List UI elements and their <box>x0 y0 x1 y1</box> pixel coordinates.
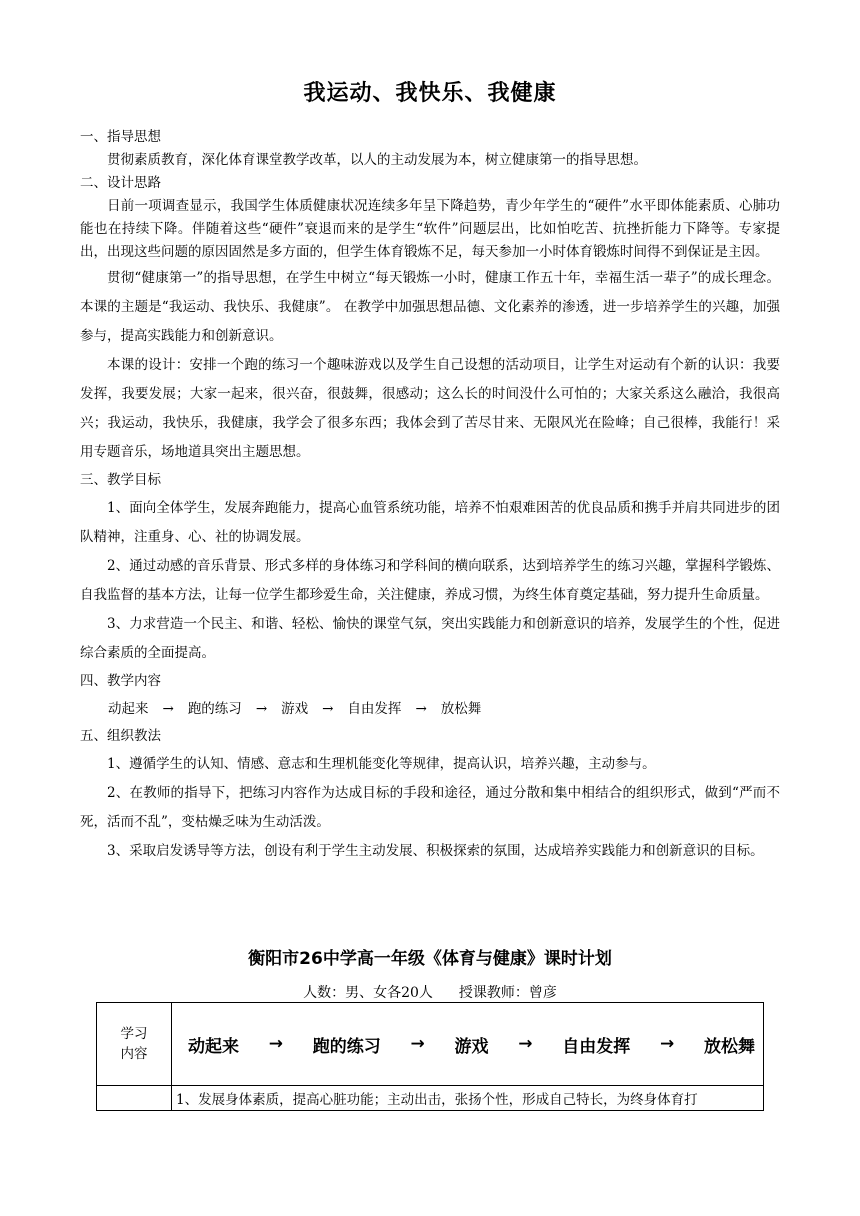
lesson-plan-info <box>0 982 860 1002</box>
paragraph: 2、通过动感的音乐背景、形式多样的身体练习和学科间的横向联系，达到培养学生的练习兴趣，掌握科学锻炼、自我监督的基本方法，让每一位学生都珍爱生命，关注健康，养成习惯，为终生体育奠定基础，努力提升生命质量。 <box>80 558 780 603</box>
arrow-right-icon: → <box>162 701 174 717</box>
flow-step: 动起来 <box>188 1036 239 1057</box>
flow-step: 游戏 <box>454 1036 489 1057</box>
flow-step: 动起来 <box>108 701 149 717</box>
flow-step: 跑的练习 <box>187 701 242 717</box>
flow-step: 跑的练习 <box>312 1036 381 1057</box>
flow-step: 放松舞 <box>704 1036 755 1057</box>
table-flow-cell <box>172 1003 764 1086</box>
paragraph: 贯彻“健康第一”的指导思想，在学生中树立“每天锻炼一小时，健康工作五十年，幸福生活一辈子”的成长理念。本课的主题是“我运动、我快乐、我健康”。 在教学中加强思想品德、文化素养的渗透，进一步培养学生的兴趣，加强参与，提高实践能力和创新意识。 <box>80 270 780 344</box>
flow-step: 游戏 <box>281 701 309 717</box>
paragraph: 贯彻素质教育，深化体育课堂教学改革，以人的主动发展为本，树立健康第一的指导思想。 <box>107 152 647 168</box>
table-cell-text: 1、发展身体素质，提高心脏功能；主动出击，张扬个性，形成自己特长，为终身体育打 <box>172 1086 764 1111</box>
section-heading-methods: 五、组织教法 <box>80 728 161 744</box>
lesson-plan-title: 衡阳市26中学高一年级《体育与健康》课时计划 <box>248 949 612 969</box>
section-heading-design: 二、设计思路 <box>80 175 161 191</box>
flow-step: 自由发挥 <box>347 701 402 717</box>
table-cell-empty <box>97 1086 172 1111</box>
section-heading-objectives: 三、教学目标 <box>80 472 161 488</box>
arrow-right-icon: → <box>268 1034 283 1054</box>
paragraph: 3、采取启发诱导等方法，创设有利于学生主动发展、积极探索的氛围，达成培养实践能力和创新意识的目标。 <box>107 843 764 859</box>
content-flow <box>80 695 780 723</box>
student-count: 人数：男、女各20人 <box>303 985 433 1001</box>
label-line: 学习 <box>120 1026 148 1042</box>
document-title: 我运动、我快乐、我健康 <box>303 81 557 106</box>
arrow-right-icon: → <box>415 701 427 717</box>
arrow-right-icon: → <box>255 701 268 717</box>
section-heading-content: 四、教学内容 <box>80 673 161 689</box>
table-row <box>97 1003 764 1086</box>
flow-step: 放松舞 <box>440 701 482 717</box>
section-heading-guiding-idea: 一、指导思想 <box>80 129 161 145</box>
flow-step: 自由发挥 <box>562 1036 631 1057</box>
paragraph: 2、在教师的指导下，把练习内容作为达成目标的手段和途径，通过分散和集中相结合的组织形式，做到“严而不死，活而不乱”，变枯燥乏味为生动活泼。 <box>80 785 780 830</box>
paragraph: 3、力求营造一个民主、和谐、轻松、愉快的课堂气氛，突出实践能力和创新意识的培养，发展学生的个性，促进综合素质的全面提高。 <box>80 616 780 661</box>
lesson-plan-table <box>96 1002 764 1111</box>
paragraph: 日前一项调查显示，我国学生体质健康状况连续多年呈下降趋势，青少年学生的“硬件”水平即体能素质、心肺功能也在持续下降。伴随着这些“硬件”衰退而来的是学生“软件”问题层出，比如怕吃苦、抗挫折能力下降等。专家提出，出现这些问题的原因固然是多方面的，但学生体育锻炼不足，每天参加一小时体育锻炼时间得不到保证是主因。 <box>80 198 780 260</box>
arrow-right-icon: → <box>322 701 334 717</box>
table-row <box>97 1086 764 1111</box>
teacher-name: 授课教师：曾彦 <box>458 985 557 1001</box>
arrow-right-icon: → <box>518 1034 533 1054</box>
table-label-cell <box>97 1003 172 1086</box>
document-body <box>80 126 780 866</box>
paragraph: 1、面向全体学生，发展奔跑能力，提高心血管系统功能，培养不怕艰难困苦的优良品质和携手并肩共同进步的团队精神，注重身、心、社的协调发展。 <box>80 500 780 545</box>
label-line: 内容 <box>120 1046 148 1062</box>
arrow-right-icon: → <box>410 1034 425 1054</box>
paragraph: 本课的设计：安排一个跑的练习一个趣味游戏以及学生自己设想的活动项目，让学生对运动有个新的认识：我要发挥，我要发展；大家一起来，很兴奋，很鼓舞，很感动；这么长的时间没什么可怕的；大家关系这么融洽，我很高兴；我运动，我快乐，我健康，我学会了很多东西；我体会到了苦尽甘来、无限风光在险峰；自己很棒，我能行！采用专题音乐，场地道具突出主题思想。 <box>80 357 780 460</box>
paragraph: 1、遵循学生的认知、情感、意志和生理机能变化等规律，提高认识，培养兴趣，主动参与。 <box>107 756 656 772</box>
arrow-right-icon: → <box>660 1034 675 1054</box>
